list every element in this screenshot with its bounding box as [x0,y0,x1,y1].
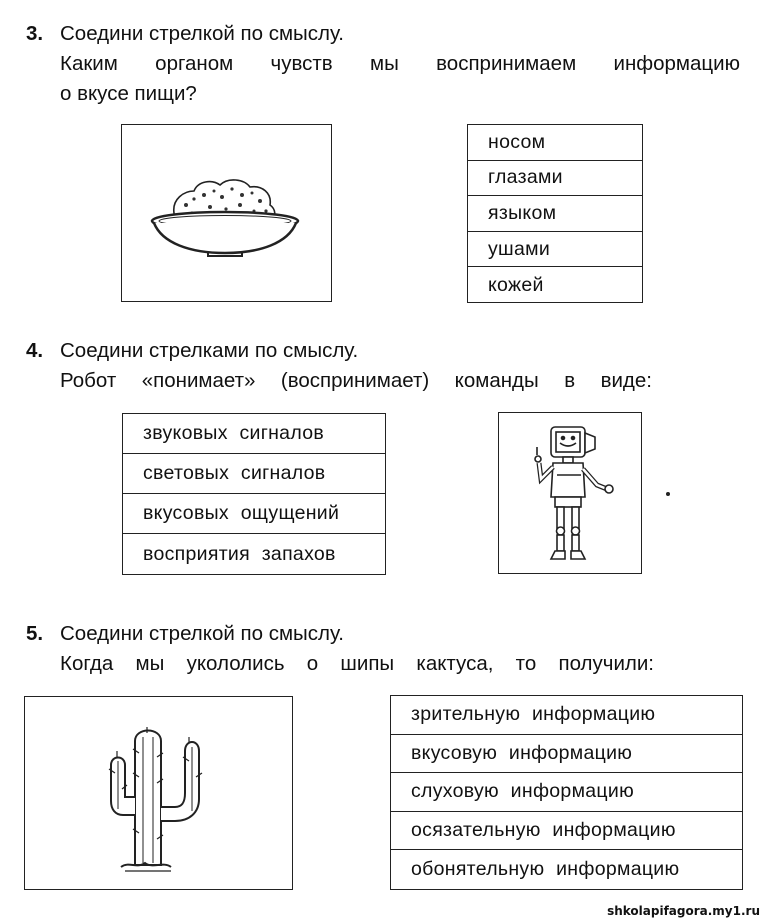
task3-instruction-text: Соедини стрелкой по смыслу. [60,22,344,45]
task3-option-5[interactable]: кожей [488,273,544,296]
task5-option-2[interactable]: вкусовую информацию [391,735,742,774]
task4-option-4[interactable]: восприятия запахов [143,542,336,565]
task4-picture-frame [498,412,642,574]
task3-option-2[interactable]: глазами [468,161,642,197]
task4-instruction [26,341,358,362]
task4-options-list [122,413,386,575]
task3-option-3[interactable]: языком [468,196,642,232]
task4-number: 4. [26,339,44,362]
task5-question: Когда мы укололись о шипы кактуса, то получили: [60,652,654,675]
task5-option-3[interactable]: слуховую информацию [391,773,742,812]
task5-options-list [390,695,743,890]
task4-option-2[interactable]: световых сигналов [123,454,385,494]
task5-instruction [26,624,344,645]
bowl-of-food-icon [122,125,333,303]
task5-picture-frame [24,696,293,890]
watermark: shkolapifagora.my1.ru [607,904,760,918]
stray-dot [666,492,670,496]
task4-question: Робот «понимает» (воспринимает) команды в виде: [60,369,652,392]
task3-picture-frame [121,124,332,302]
task5-option-4[interactable]: осязательную информацию [391,812,742,851]
task4-option-1[interactable]: звуковых сигналов [123,414,385,454]
task4-option-3[interactable]: вкусовых ощущений [123,494,385,534]
robot-icon [499,413,643,575]
task5-option-5[interactable]: обонятельную информацию [411,858,680,881]
task3-question-line2: о вкусе пищи? [60,82,197,105]
task3-instruction [26,24,344,45]
task5-number: 5. [26,622,44,645]
task3-number: 3. [26,22,44,45]
task5-option-1[interactable]: зрительную информацию [391,696,742,735]
task3-options-list [467,124,643,303]
cactus-icon [25,697,294,891]
task5-instruction-text: Соедини стрелкой по смыслу. [60,622,344,645]
task3-option-1[interactable]: носом [468,125,642,161]
task4-instruction-text: Соедини стрелками по смыслу. [60,339,359,362]
task3-question-line1: Каким органом чувств мы воспринимаем информацию [60,52,740,75]
task3-option-4[interactable]: ушами [468,232,642,268]
